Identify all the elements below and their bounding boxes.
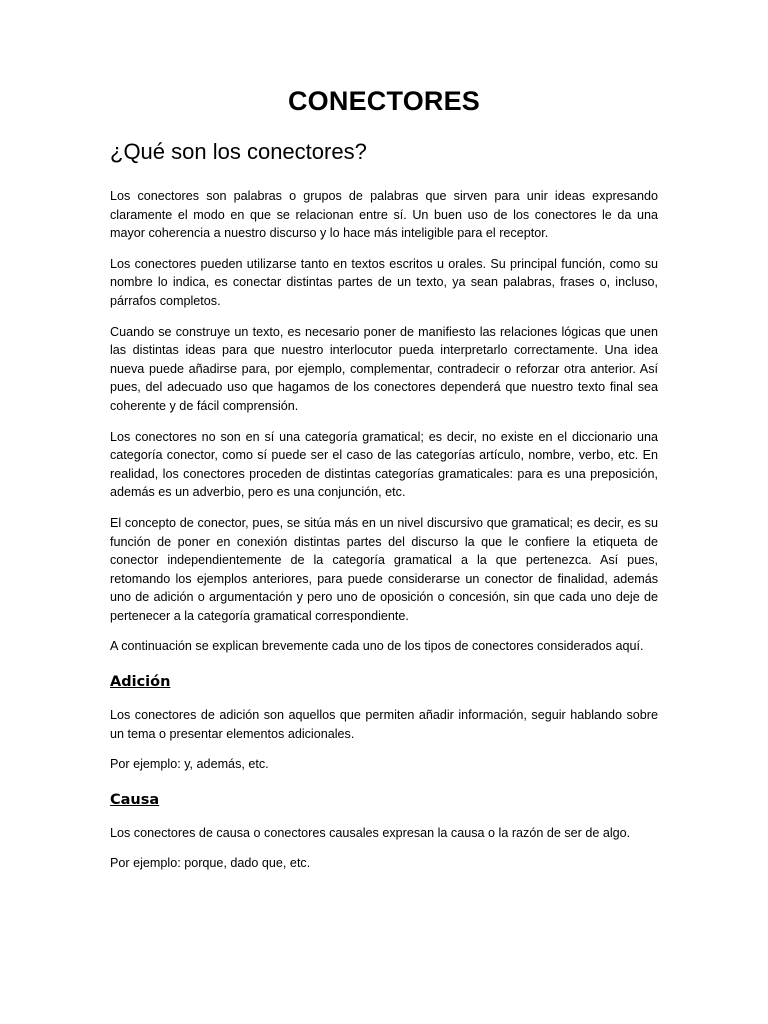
paragraph: El concepto de conector, pues, se sitúa más en un nivel discursivo que gramatical; es decir, es su función de poner en conexión distintas partes del discurso la que le confiere la etiqueta de conector independientemente de la categoría gramatical a la que pertenezca. Así pues, retomando los ejemplos anteriores, para puede considerarse un conector de finalidad, además uno de adición o argumentación y pero uno de oposición o concesión, sin que cada uno deje de pertenecer a la categoría gramatical correspondiente.: [110, 515, 658, 623]
paragraph: Los conectores pueden utilizarse tanto en textos escritos u orales. Su principal función, como su nombre lo indica, es conectar distintas partes de un texto, ya sean palabras, frases o, incluso, párrafos completos.: [110, 256, 658, 308]
document-title: CONECTORES: [287, 86, 481, 116]
subsection-heading-causa: Causa: [110, 791, 160, 808]
subsection-example: Por ejemplo: porque, dado que, etc.: [110, 856, 311, 871]
subsection-text: Los conectores de adición son aquellos que permiten añadir información, seguir hablando sobre un tema o presentar elementos adicionales.: [110, 708, 658, 741]
subsection-example: Por ejemplo: y, además, etc.: [110, 757, 269, 772]
paragraph: A continuación se explican brevemente cada uno de los tipos de conectores considerados aquí.: [110, 639, 644, 654]
section-heading: ¿Qué son los conectores?: [110, 139, 367, 164]
paragraph: Los conectores son palabras o grupos de palabras que sirven para unir ideas expresando claramente el modo en que se relacionan entre sí. Un buen uso de los conectores le da una mayor coherencia a nuestro discurso y lo hace más inteligible para el receptor.: [110, 189, 658, 241]
subsection-heading-adicion: Adición: [110, 674, 171, 691]
paragraph: Cuando se construye un texto, es necesario poner de manifiesto las relaciones lógicas que unen las distintas ideas para que nuestro interlocutor pueda interpretarlo correctamente. Una idea nueva puede añadirse para, por ejemplo, complementar, contradecir o reforzar otra anterior. Así pues, del adecuado uso que hagamos de los conectores dependerá que nuestro texto final sea coherente y de fácil comprensión.: [110, 324, 658, 413]
paragraph: Los conectores no son en sí una categoría gramatical; es decir, no existe en el diccionario una categoría conector, como sí puede ser el caso de las categorías artículo, nombre, verbo, etc. En realidad, los conectores proceden de distintas categorías gramaticales: para es una preposición, además es un adverbio, pero es una conjunción, etc.: [110, 429, 658, 500]
subsection-text: Los conectores de causa o conectores causales expresan la causa o la razón de ser de algo.: [110, 825, 631, 840]
